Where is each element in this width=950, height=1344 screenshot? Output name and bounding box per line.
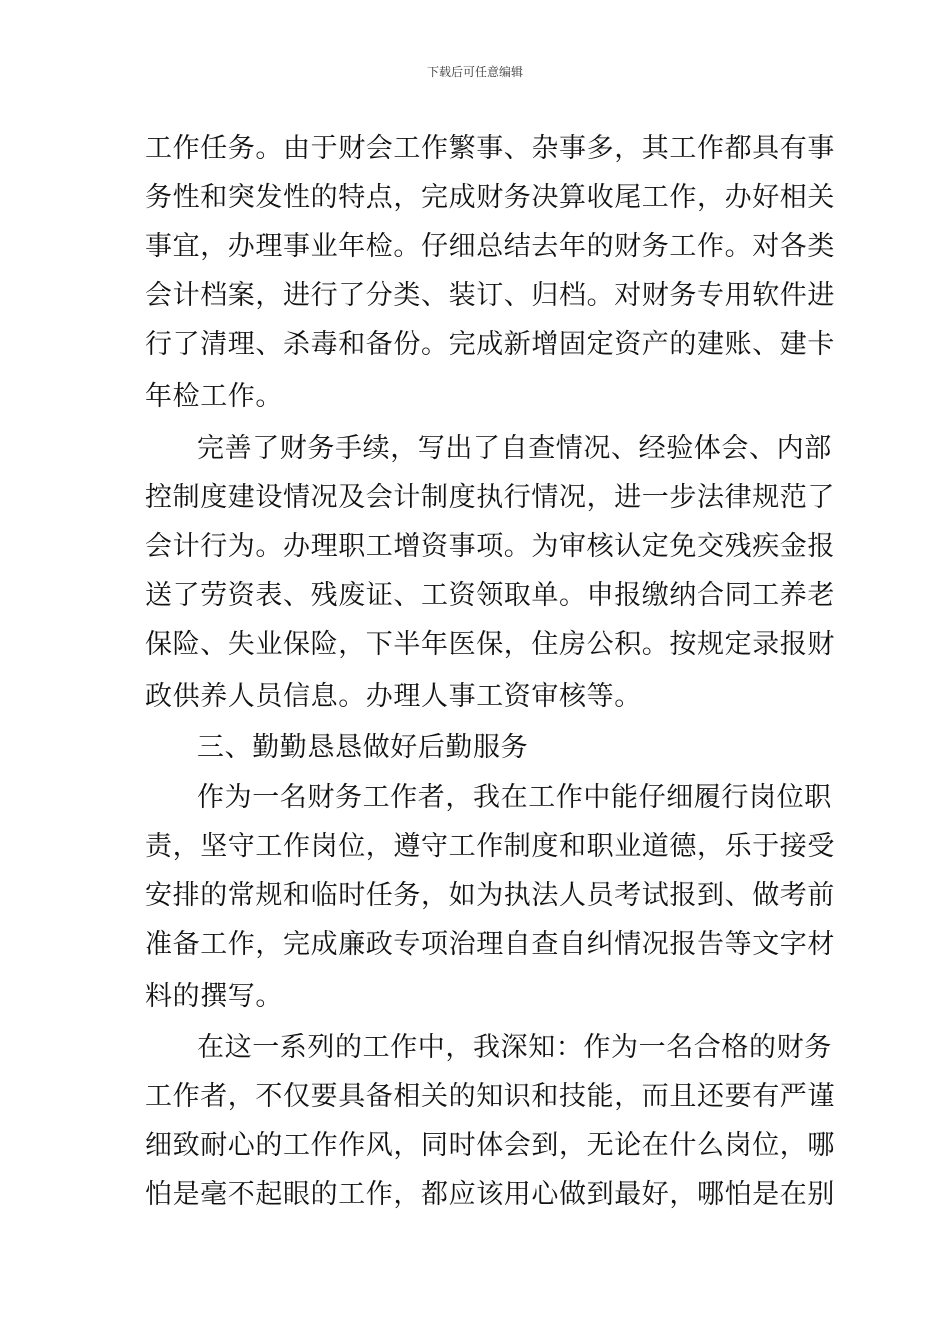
header-note: 下载后可任意编辑: [426, 65, 523, 79]
paragraph-line: 完善了财务手续，写出了自查情况、经验体会、内部: [197, 433, 832, 464]
paragraph-line: 责，坚守工作岗位，遵守工作制度和职业道德，乐于接受: [145, 831, 835, 862]
paragraph-line: 准备工作，完成廉政专项治理自查自纠情况报告等文字材: [145, 929, 835, 960]
paragraph-line: 年检工作。: [145, 381, 283, 412]
paragraph-line: 会计行为。办理职工增资事项。为审核认定免交残疾金报: [145, 531, 835, 562]
paragraph-line: 事宜，办理事业年检。仔细总结去年的财务工作。对各类: [145, 231, 835, 262]
paragraph-line: 料的撰写。: [145, 981, 283, 1012]
paragraph-line: 细致耐心的工作作风，同时体会到，无论在什么岗位，哪: [145, 1130, 835, 1161]
paragraph-line: 控制度建设情况及会计制度执行情况，进一步法律规范了: [145, 482, 835, 513]
paragraph-line: 政供养人员信息。办理人事工资审核等。: [145, 681, 642, 712]
paragraph-line: 行了清理、杀毒和备份。完成新增固定资产的建账、建卡: [145, 329, 835, 360]
paragraph-line: 作为一名财务工作者，我在工作中能仔细履行岗位职: [197, 782, 832, 813]
paragraph-line: 会计档案，进行了分类、装订、归档。对财务专用软件进: [145, 280, 835, 311]
paragraph-line: 怕是毫不起眼的工作，都应该用心做到最好，哪怕是在别: [145, 1179, 835, 1210]
paragraph-line: 在这一系列的工作中，我深知：作为一名合格的财务: [197, 1032, 832, 1063]
paragraph-line: 送了劳资表、残废证、工资领取单。申报缴纳合同工养老: [145, 580, 835, 611]
paragraph-line: 工作任务。由于财会工作繁事、杂事多，其工作都具有事: [145, 133, 835, 164]
paragraph-line: 务性和突发性的特点，完成财务决算收尾工作，办好相关: [145, 182, 835, 213]
paragraph-line: 工作者，不仅要具备相关的知识和技能，而且还要有严谨: [145, 1081, 835, 1112]
section-heading: 三、勤勤恳恳做好后勤服务: [197, 732, 529, 763]
paragraph-line: 安排的常规和临时任务，如为执法人员考试报到、做考前: [145, 880, 835, 911]
paragraph-line: 保险、失业保险，下半年医保，住房公积。按规定录报财: [145, 629, 835, 660]
